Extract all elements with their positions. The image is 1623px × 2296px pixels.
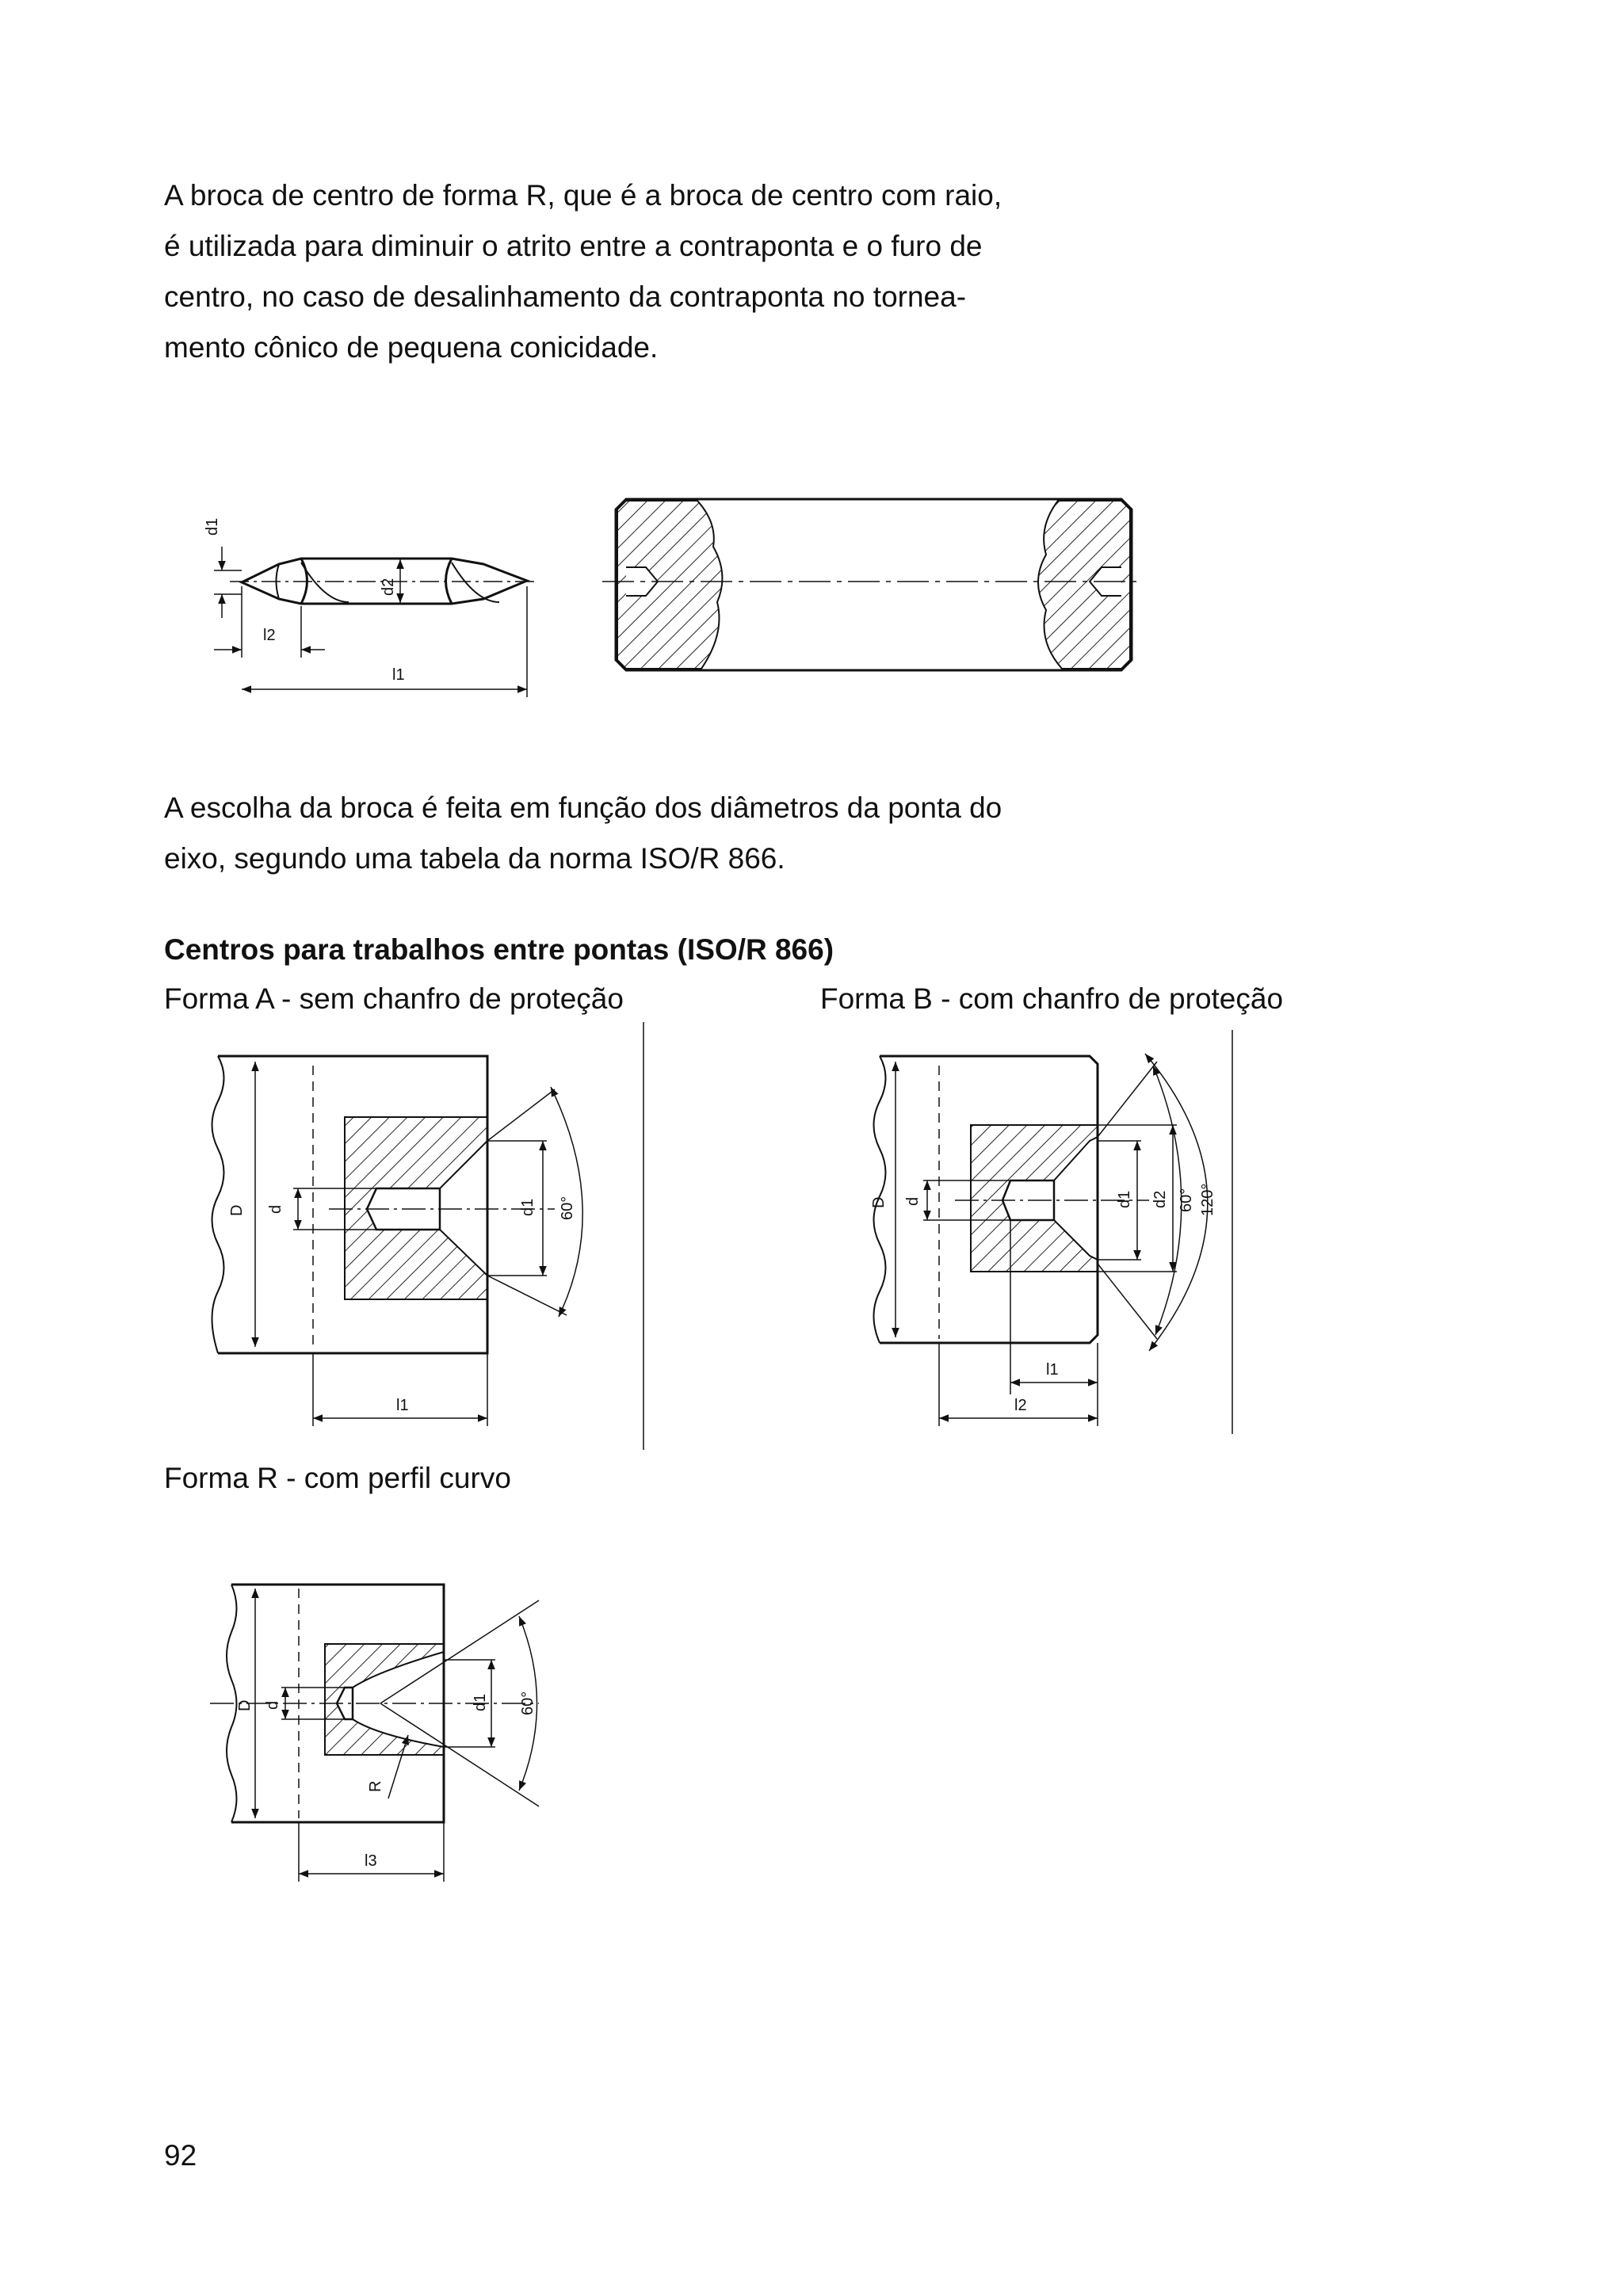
forma-a-l1-label: l1 bbox=[396, 1397, 409, 1414]
forma-b-angle2-label: 120° bbox=[1199, 1183, 1216, 1216]
forma-b-d1-label: d1 bbox=[1116, 1190, 1133, 1208]
choice-paragraph bbox=[164, 783, 1002, 884]
forma-a-D-label: D bbox=[228, 1204, 246, 1216]
drill-d1-label: d1 bbox=[204, 517, 221, 536]
forma-r-l3-label: l3 bbox=[365, 1852, 377, 1870]
page-number: 92 bbox=[164, 2139, 197, 2172]
drill-l1-label: l1 bbox=[392, 666, 405, 684]
caption-forma-a: Forma A - sem chanfro de proteção bbox=[164, 982, 624, 1015]
drill-d2-label: d2 bbox=[380, 578, 397, 596]
intro-line-2: é utilizada para diminuir o atrito entre a contraponta e o furo de bbox=[164, 230, 983, 262]
drill-l2-label: l2 bbox=[263, 627, 276, 644]
caption-forma-r: Forma R - com perfil curvo bbox=[164, 1462, 511, 1494]
forma-b-l1-label: l1 bbox=[1046, 1361, 1059, 1379]
forma-b-l2-label: l2 bbox=[1014, 1397, 1027, 1414]
intro-line-3: centro, no caso de desalinhamento da contraponta no tornea- bbox=[164, 280, 967, 313]
choice-line-2: eixo, segundo uma tabela da norma ISO/R 866. bbox=[164, 842, 785, 875]
forma-r-d1-label: d1 bbox=[472, 1693, 489, 1711]
forma-a-d1-label: d1 bbox=[519, 1198, 537, 1216]
forma-b-d-label: d bbox=[904, 1196, 922, 1206]
forma-a-angle-label: 60° bbox=[559, 1196, 576, 1220]
forma-r-d-label: d bbox=[264, 1700, 281, 1710]
center-drill-drawing bbox=[214, 547, 539, 697]
forma-b-D-label: D bbox=[870, 1196, 888, 1208]
forma-a-drawing bbox=[212, 1022, 644, 1450]
workpiece-drawing bbox=[602, 499, 1141, 670]
section-title: Centros para trabalhos entre pontas (ISO/R 866) bbox=[164, 933, 834, 966]
forma-r-R-label: R bbox=[367, 1780, 384, 1792]
caption-forma-b: Forma B - com chanfro de proteção bbox=[820, 982, 1284, 1015]
choice-line-1: A escolha da broca é feita em função dos diâmetros da ponta do bbox=[164, 791, 1002, 824]
forma-b-angle1-label: 60° bbox=[1178, 1188, 1195, 1212]
intro-line-1: A broca de centro de forma R, que é a broca de centro com raio, bbox=[164, 179, 1002, 212]
forma-r-D-label: D bbox=[236, 1699, 254, 1711]
forma-r-drawing bbox=[210, 1585, 539, 1882]
forma-a-d-label: d bbox=[267, 1204, 285, 1214]
forma-b-d2-label: d2 bbox=[1151, 1190, 1169, 1208]
intro-line-4: mento cônico de pequena conicidade. bbox=[164, 331, 659, 364]
forma-r-angle-label: 60° bbox=[519, 1691, 537, 1715]
